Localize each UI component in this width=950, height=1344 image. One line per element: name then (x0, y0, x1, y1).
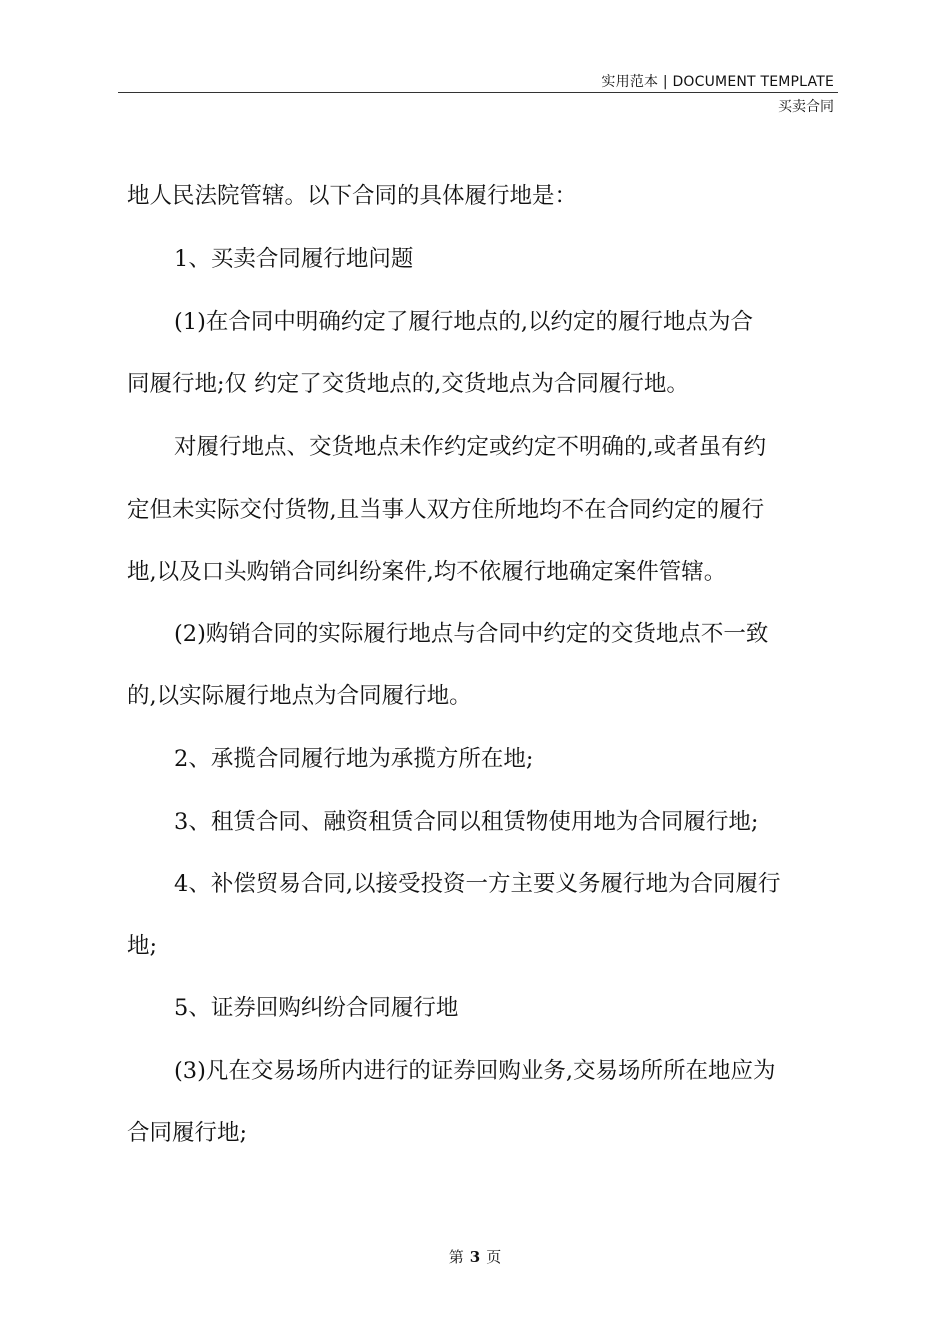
text-line: (2)购销合同的实际履行地点与合同中约定的交货地点不一致 (174, 621, 769, 647)
text-line: 2、承揽合同履行地为承揽方所在地; (174, 746, 534, 772)
text-line: 同履行地;仅 约定了交货地点的,交货地点为合同履行地。 (127, 371, 689, 397)
text-line: (3)凡在交易场所内进行的证券回购业务,交易场所所在地应为 (174, 1058, 776, 1084)
text-line: 4、补偿贸易合同,以接受投资一方主要义务履行地为合同履行 (174, 871, 781, 897)
text-line: 地,以及口头购销合同纠纷案件,均不依履行地确定案件管辖。 (127, 559, 727, 585)
page-number: 3 (469, 1248, 481, 1266)
header-document-title: 买卖合同 (778, 99, 834, 115)
text-line: 定但未实际交付货物,且当事人双方住所地均不在合同约定的履行 (127, 497, 765, 523)
text-line: 1、买卖合同履行地问题 (174, 246, 414, 272)
page-footer (0, 1246, 950, 1267)
footer-prefix: 第 (448, 1248, 464, 1266)
text-line: 的,以实际履行地点为合同履行地。 (127, 683, 472, 709)
page-header (118, 68, 834, 118)
text-line: (1)在合同中明确约定了履行地点的,以约定的履行地点为合 (174, 309, 754, 335)
header-divider (118, 92, 838, 93)
text-line: 3、租赁合同、融资租赁合同以租赁物使用地为合同履行地; (174, 809, 759, 835)
text-line: 地人民法院管辖。以下合同的具体履行地是： (127, 183, 578, 209)
footer-suffix: 页 (486, 1248, 502, 1266)
text-line: 地; (127, 933, 158, 959)
text-line: 5、证券回购纠纷合同履行地 (174, 995, 459, 1021)
header-template-label: 实用范本 | DOCUMENT TEMPLATE (601, 74, 834, 90)
text-line: 合同履行地; (127, 1120, 248, 1146)
text-line: 对履行地点、交货地点未作约定或约定不明确的,或者虽有约 (174, 434, 767, 460)
